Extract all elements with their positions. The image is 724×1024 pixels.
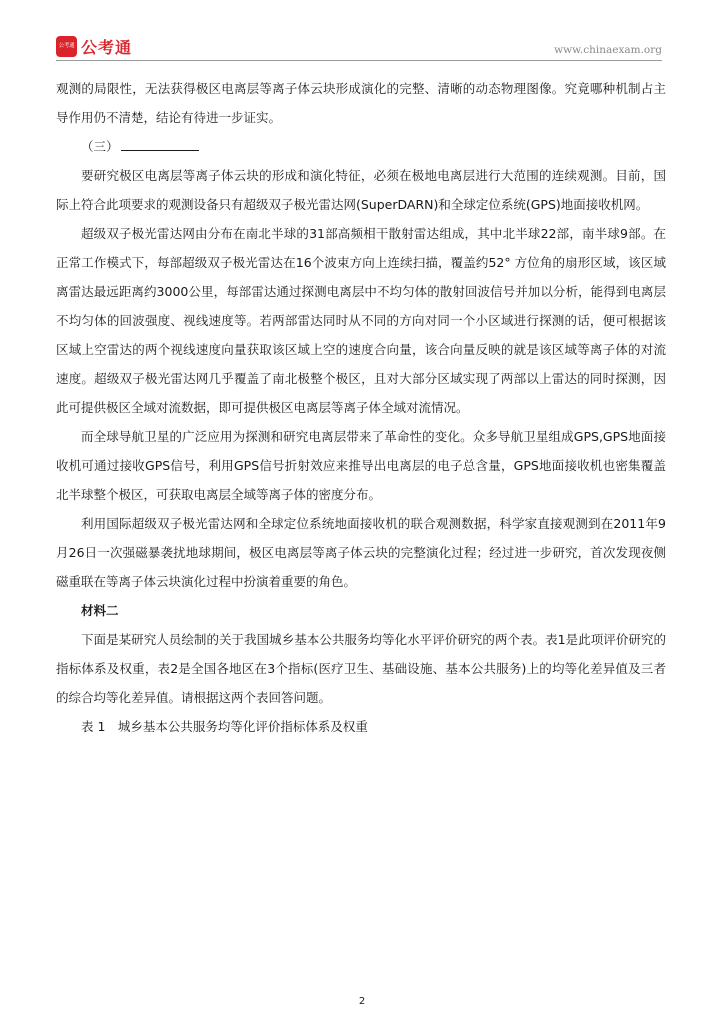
header-divider	[56, 60, 662, 61]
logo-text: 公考通	[81, 38, 133, 57]
section-marker-label: （三）	[81, 139, 119, 154]
paragraph-4: 而全球导航卫星的广泛应用为探测和研究电离层带来了革命性的变化。众多导航卫星组成GPS,GPS地面接收机可通过接收GPS信号，利用GPS信号折射效应来推导出电离层的电子总含量，GPS地面接收机也密集覆盖北半球整个极区，可获取电离层全域等离子体的密度分布。	[56, 429, 666, 502]
page-header	[56, 33, 662, 61]
page-number: 2	[358, 996, 366, 1007]
paragraph-2: 要研究极区电离层等离子体云块的形成和演化特征，必须在极地电离层进行大范围的连续观测。目前，国际上符合此项要求的观测设备只有超级双子极光雷达网(SuperDARN)和全球定位系统(GPS)地面接收机网。	[56, 168, 666, 212]
logo-badge-icon: 公考通	[56, 36, 77, 57]
brand-logo[interactable]	[56, 35, 132, 58]
answer-blank	[121, 138, 199, 151]
paragraph-5: 利用国际超级双子极光雷达网和全球定位系统地面接收机的联合观测数据，科学家直接观测到在2011年9月26日一次强磁暴袭扰地球期间，极区电离层等离子体云块的完整演化过程；经过进一步研究，首次发现夜侧磁重联在等离子体云块演化过程中扮演着重要的角色。	[56, 516, 666, 589]
section-marker	[56, 132, 666, 161]
table-caption: 表 1 城乡基本公共服务均等化评价指标体系及权重	[81, 719, 368, 734]
document-body	[56, 74, 666, 741]
paragraph-1: 观测的局限性，无法获得极区电离层等离子体云块形成演化的完整、清晰的动态物理图像。究竟哪种机制占主导作用仍不清楚，结论有待进一步证实。	[56, 81, 666, 125]
site-url[interactable]: www.chinaexam.org	[554, 44, 662, 56]
paragraph-3: 超级双子极光雷达网由分布在南北半球的31部高频相干散射雷达组成，其中北半球22部，南半球9部。在正常工作模式下，每部超级双子极光雷达在16个波束方向上连续扫描，覆盖约52° 方位角的扇形区域，该区域离雷达最远距离约3000公里，每部雷达通过探测电离层中不均匀体的散射回波信号并加以分析，能得到电离层不均匀体的回波强度、视线速度等。若两部雷达同时从不同的方向对同一个小区域进行探测的话，便可根据该区域上空雷达的两个视线速度向量获取该区域上空的速度合向量，该合向量反映的就是该区域等离子体的对流速度。超级双子极光雷达网几乎覆盖了南北极整个极区，且对大部分区域实现了两部以上雷达的同时探测，因此可提供极区全域对流数据，即可提供极区电离层等离子体全域对流情况。	[56, 226, 666, 415]
material-heading: 材料二	[81, 603, 119, 618]
paragraph-6: 下面是某研究人员绘制的关于我国城乡基本公共服务均等化水平评价研究的两个表。表1是此项评价研究的指标体系及权重，表2是全国各地区在3个指标(医疗卫生、基础设施、基本公共服务)上的均等化差异值及三者的综合均等化差异值。请根据这两个表回答问题。	[56, 632, 666, 705]
